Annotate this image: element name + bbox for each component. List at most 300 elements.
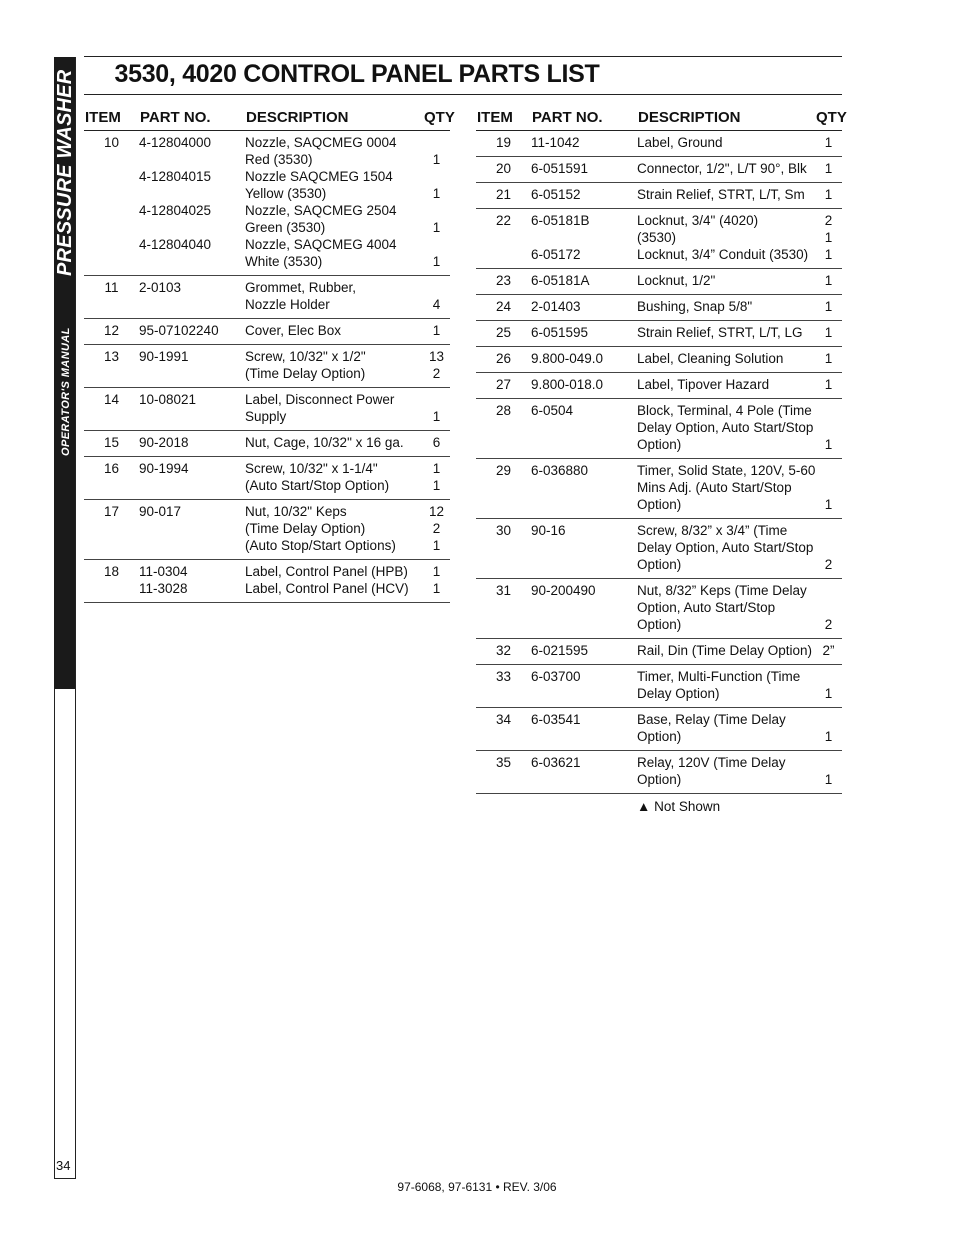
cell-desc-line: Red (3530) — [245, 152, 313, 167]
cell-desc-line: Delay Option, Auto Start/Stop — [637, 540, 814, 555]
cell-desc-line: Label, Control Panel (HCV) — [245, 581, 409, 596]
cell-qty-line: 6 — [432, 435, 441, 450]
cell-desc-line: Option) — [637, 437, 682, 452]
cell-desc — [637, 402, 815, 453]
cell-desc-line: Rail, Din (Time Delay Option) — [637, 643, 813, 658]
cell-desc-line: Label, Disconnect Power — [245, 392, 395, 407]
cell-qty-line: 1 — [824, 377, 833, 392]
cell-desc-line: Option) — [637, 557, 682, 572]
cell-qty — [815, 376, 842, 393]
cell-part — [139, 563, 245, 597]
header-part: PART NO. — [532, 109, 603, 126]
cell-part-line: 6-05152 — [531, 187, 581, 202]
table-body — [84, 131, 450, 603]
cell-desc-line: Nozzle Holder — [245, 297, 330, 312]
cell-desc — [245, 279, 423, 313]
table-row — [476, 459, 842, 519]
cell-part-line — [531, 599, 637, 616]
cell-desc — [637, 668, 815, 702]
cell-qty — [423, 503, 450, 554]
cell-desc — [245, 391, 423, 425]
cell-desc-line: Label, Tipover Hazard — [637, 377, 770, 392]
cell-qty-line — [815, 582, 842, 599]
cell-qty-line — [815, 754, 842, 771]
cell-item: 13 — [103, 349, 120, 364]
cell-qty-line: 2 — [824, 617, 833, 632]
cell-qty-line: 1 — [432, 538, 441, 553]
cell-qty-line — [815, 402, 842, 419]
cell-desc-line: Nut, Cage, 10/32" x 16 ga. — [245, 435, 404, 450]
cell-part — [139, 434, 245, 451]
cell-part — [531, 642, 637, 659]
cell-desc-line: Cover, Elec Box — [245, 323, 342, 338]
cell-desc-line: Mins Adj. (Auto Start/Stop — [637, 480, 792, 495]
cell-part-line: 6-021595 — [531, 643, 589, 658]
cell-part-line: 90-017 — [139, 504, 182, 519]
cell-part-line: 2-0103 — [139, 280, 182, 295]
cell-qty — [815, 134, 842, 151]
cell-qty-line — [815, 462, 842, 479]
cell-desc-line: Option) — [637, 729, 682, 744]
cell-part — [139, 460, 245, 494]
cell-desc-line: Base, Relay (Time Delay — [637, 712, 786, 727]
cell-qty-line — [815, 539, 842, 556]
cell-qty-line: 1 — [432, 323, 441, 338]
table-row — [476, 519, 842, 579]
cell-qty-line — [815, 668, 842, 685]
cell-desc-line: (Time Delay Option) — [245, 366, 366, 381]
cell-desc-line: Option) — [637, 617, 682, 632]
cell-qty-line: 1 — [432, 152, 441, 167]
sidebar-left-rule — [54, 689, 55, 1179]
cell-item: 19 — [495, 135, 512, 150]
cell-qty-line: 1 — [824, 273, 833, 288]
cell-qty-line — [423, 391, 450, 408]
header-desc: DESCRIPTION — [638, 109, 741, 126]
sidebar-title: PRESSURE WASHER — [54, 69, 76, 276]
cell-qty — [815, 350, 842, 367]
cell-desc-line: Option, Auto Start/Stop — [637, 600, 776, 615]
cell-qty — [423, 134, 450, 270]
table-row — [84, 345, 450, 388]
cell-desc — [637, 186, 815, 203]
cell-part-line: 90-1994 — [139, 461, 189, 476]
table-row — [84, 388, 450, 431]
cell-desc — [245, 503, 423, 554]
cell-item: 27 — [495, 377, 512, 392]
cell-part-line — [139, 537, 245, 554]
cell-desc — [637, 376, 815, 393]
cell-qty-line — [423, 236, 450, 253]
table-row — [476, 157, 842, 183]
cell-item: 14 — [103, 392, 120, 407]
cell-item: 35 — [495, 755, 512, 770]
cell-qty-line: 12 — [428, 504, 445, 519]
cell-qty-line — [423, 202, 450, 219]
cell-part — [531, 376, 637, 393]
cell-qty-line: 1 — [824, 230, 833, 245]
cell-part-line — [139, 520, 245, 537]
cell-part-line: 6-051591 — [531, 161, 589, 176]
cell-part — [531, 272, 637, 289]
cell-part — [139, 322, 245, 339]
cell-part-line: 6-05181B — [531, 213, 590, 228]
cell-desc-line: Locknut, 3/4” Conduit (3530) — [637, 247, 809, 262]
cell-desc-line: Screw, 10/32" x 1-1/4" — [245, 461, 378, 476]
cell-part-line: 10-08021 — [139, 392, 197, 407]
table-row — [476, 269, 842, 295]
cell-desc — [637, 212, 815, 263]
cell-part-line: 6-03541 — [531, 712, 581, 727]
cell-part-line: 90-200490 — [531, 583, 596, 598]
cell-desc — [245, 134, 423, 270]
cell-part-line — [531, 539, 637, 556]
cell-part-line — [139, 219, 245, 236]
cell-item: 29 — [495, 463, 512, 478]
cell-desc-line: Block, Terminal, 4 Pole (Time — [637, 403, 812, 418]
cell-desc-line: Option) — [637, 497, 682, 512]
cell-part — [139, 134, 245, 270]
cell-qty-line — [815, 711, 842, 728]
header-item: ITEM — [85, 109, 121, 126]
cell-qty — [815, 642, 842, 659]
cell-qty — [815, 582, 842, 633]
table-header — [84, 106, 455, 131]
table-row — [476, 131, 842, 157]
cell-qty-line: 2 — [824, 213, 833, 228]
cell-qty-line: 1 — [432, 409, 441, 424]
cell-qty-line: 2 — [432, 366, 441, 381]
cell-part — [531, 324, 637, 341]
cell-desc — [637, 350, 815, 367]
cell-item: 34 — [495, 712, 512, 727]
cell-part-line: 6-051595 — [531, 325, 589, 340]
cell-qty-line: 4 — [432, 297, 441, 312]
cell-qty-line: 1 — [432, 186, 441, 201]
cell-item: 25 — [495, 325, 512, 340]
table-row — [476, 665, 842, 708]
cell-part-line — [139, 365, 245, 382]
cell-qty — [815, 212, 842, 263]
cell-desc — [245, 563, 423, 597]
table-row — [84, 131, 450, 276]
cell-desc — [245, 322, 423, 339]
cell-desc-line: Delay Option, Auto Start/Stop — [637, 420, 814, 435]
table-row — [84, 457, 450, 500]
cell-qty — [815, 711, 842, 745]
cell-part — [531, 186, 637, 203]
cell-desc — [637, 272, 815, 289]
cell-qty — [815, 324, 842, 341]
cell-qty — [815, 298, 842, 315]
cell-item: 10 — [103, 135, 120, 150]
cell-part-line — [531, 496, 637, 513]
cell-desc-line: (Auto Stop/Start Options) — [245, 538, 396, 553]
sidebar-subtitle: OPERATOR'S MANUAL — [60, 327, 72, 456]
cell-part-line — [139, 185, 245, 202]
cell-item: 26 — [495, 351, 512, 366]
cell-qty-line: 1 — [432, 564, 441, 579]
cell-part — [531, 711, 637, 745]
cell-qty — [815, 668, 842, 702]
cell-desc-line: Supply — [245, 409, 287, 424]
table-row — [476, 295, 842, 321]
sidebar-bottom-rule — [54, 1178, 76, 1179]
cell-part-line: 11-3028 — [139, 581, 188, 596]
cell-qty-line: 1 — [824, 299, 833, 314]
cell-qty-line: 1 — [432, 254, 441, 269]
cell-desc-line: (Auto Start/Stop Option) — [245, 478, 390, 493]
cell-part-line: 9.800-018.0 — [531, 377, 604, 392]
cell-desc-line: Timer, Solid State, 120V, 5-60 — [637, 463, 816, 478]
cell-part-line: 6-05172 — [531, 247, 581, 262]
cell-qty-line — [423, 279, 450, 296]
cell-part — [531, 350, 637, 367]
cell-qty-line — [815, 599, 842, 616]
header-desc: DESCRIPTION — [246, 109, 349, 126]
table-row — [476, 183, 842, 209]
cell-qty — [423, 460, 450, 494]
cell-part-line — [531, 685, 637, 702]
cell-qty-line: 1 — [824, 135, 833, 150]
cell-part-line: 95-07102240 — [139, 323, 219, 338]
cell-desc-line: Locknut, 3/4" (4020) — [637, 213, 759, 228]
cell-desc — [637, 582, 815, 633]
cell-part — [139, 279, 245, 313]
cell-part — [531, 462, 637, 513]
table-row — [476, 639, 842, 665]
cell-item: 16 — [103, 461, 120, 476]
cell-part — [531, 522, 637, 573]
cell-desc — [637, 134, 815, 151]
cell-qty-line: 2” — [822, 643, 835, 658]
cell-item: 23 — [495, 273, 512, 288]
cell-qty-line — [815, 479, 842, 496]
cell-qty-line: 1 — [824, 729, 833, 744]
table-row — [476, 579, 842, 639]
cell-item: 18 — [103, 564, 120, 579]
cell-qty — [423, 322, 450, 339]
cell-qty-line: 1 — [824, 772, 833, 787]
cell-item: 15 — [103, 435, 120, 450]
footer-revision: 97-6068, 97-6131 • REV. 3/06 — [397, 1180, 557, 1194]
cell-qty-line: 1 — [824, 325, 833, 340]
cell-desc-line: Bushing, Snap 5/8" — [637, 299, 753, 314]
cell-part-line: 6-05181A — [531, 273, 590, 288]
cell-desc-line: Screw, 10/32" x 1/2" — [245, 349, 366, 364]
cell-qty-line: 1 — [824, 351, 833, 366]
cell-desc-line: Yellow (3530) — [245, 186, 327, 201]
cell-part-line: 6-036880 — [531, 463, 589, 478]
cell-part-line — [531, 728, 637, 745]
cell-desc — [637, 298, 815, 315]
cell-item: 17 — [103, 504, 120, 519]
cell-part-line: 6-03621 — [531, 755, 581, 770]
cell-part — [531, 212, 637, 263]
cell-part-line: 9.800-049.0 — [531, 351, 604, 366]
cell-qty — [423, 348, 450, 382]
cell-desc — [637, 711, 815, 745]
cell-part-line: 4-12804025 — [139, 203, 212, 218]
header-part: PART NO. — [140, 109, 211, 126]
cell-desc — [637, 522, 815, 573]
cell-desc — [637, 462, 815, 513]
cell-desc-line: Strain Relief, STRT, L/T, LG — [637, 325, 803, 340]
cell-desc — [245, 348, 423, 382]
cell-desc-line: Locknut, 1/2" — [637, 273, 716, 288]
cell-qty-line: 1 — [432, 220, 441, 235]
cell-item: 20 — [495, 161, 512, 176]
cell-part-line: 4-12804000 — [139, 135, 212, 150]
cell-desc-line: Nut, 10/32" Keps — [245, 504, 347, 519]
cell-qty — [815, 272, 842, 289]
cell-qty — [423, 391, 450, 425]
cell-desc-line: Nozzle, SAQCMEG 2504 — [245, 203, 397, 218]
cell-qty-line: 1 — [824, 187, 833, 202]
cell-part-line — [531, 556, 637, 573]
cell-desc-line: Nut, 8/32” Keps (Time Delay — [637, 583, 807, 598]
page-title: 3530, 4020 CONTROL PANEL PARTS LIST — [114, 60, 600, 88]
cell-item: 28 — [495, 403, 512, 418]
cell-qty-line: 1 — [824, 161, 833, 176]
cell-desc-line: Green (3530) — [245, 220, 326, 235]
parts-table-right — [476, 106, 847, 815]
cell-qty-line — [815, 419, 842, 436]
cell-qty — [423, 434, 450, 451]
table-row — [84, 276, 450, 319]
table-body — [476, 131, 842, 794]
cell-qty — [815, 522, 842, 573]
cell-qty-line: 2 — [824, 557, 833, 572]
cell-part — [139, 391, 245, 425]
cell-desc-line: Relay, 120V (Time Delay — [637, 755, 786, 770]
cell-part-line — [531, 436, 637, 453]
cell-qty-line: 1 — [432, 581, 441, 596]
cell-part-line — [139, 296, 245, 313]
cell-item: 21 — [495, 187, 512, 202]
cell-qty-line — [815, 522, 842, 539]
cell-qty-line: 2 — [432, 521, 441, 536]
cell-item: 24 — [495, 299, 512, 314]
cell-qty — [815, 160, 842, 177]
cell-desc-line: Nozzle, SAQCMEG 0004 — [245, 135, 397, 150]
cell-part-line: 6-0504 — [531, 403, 574, 418]
cell-desc — [245, 434, 423, 451]
cell-part-line — [139, 477, 245, 494]
cell-desc — [637, 160, 815, 177]
header-item: ITEM — [477, 109, 513, 126]
cell-item: 31 — [495, 583, 512, 598]
header-qty: QTY — [816, 109, 847, 126]
cell-part-line — [531, 479, 637, 496]
cell-qty-line — [423, 168, 450, 185]
cell-part — [531, 582, 637, 633]
cell-part-line: 4-12804015 — [139, 169, 212, 184]
cell-qty-line: 1 — [432, 461, 441, 476]
cell-desc-line: Label, Ground — [637, 135, 723, 150]
cell-desc — [637, 754, 815, 788]
cell-part-line: 90-2018 — [139, 435, 189, 450]
cell-part-line: 90-1991 — [139, 349, 189, 364]
cell-desc-line: Grommet, Rubber, — [245, 280, 357, 295]
table-row — [476, 347, 842, 373]
cell-part — [531, 754, 637, 788]
cell-qty-line: 13 — [428, 349, 445, 364]
table-row — [84, 560, 450, 603]
cell-part-line: 11-1042 — [531, 135, 580, 150]
cell-part-line — [139, 408, 245, 425]
cell-part-line: 4-12804040 — [139, 237, 212, 252]
header-qty: QTY — [424, 109, 455, 126]
table-row — [84, 319, 450, 345]
cell-desc-line: Screw, 8/32” x 3/4” (Time — [637, 523, 788, 538]
cell-part-line: 2-01403 — [531, 299, 581, 314]
cell-part-line — [531, 419, 637, 436]
cell-part-line — [139, 151, 245, 168]
cell-qty-line: 1 — [432, 478, 441, 493]
cell-qty — [815, 462, 842, 513]
cell-part — [531, 298, 637, 315]
table-row — [476, 373, 842, 399]
cell-part — [139, 348, 245, 382]
cell-desc — [637, 642, 815, 659]
parts-table-left — [84, 106, 455, 603]
table-row — [476, 708, 842, 751]
cell-desc — [637, 324, 815, 341]
cell-qty — [815, 402, 842, 453]
cell-part-line: 90-16 — [531, 523, 566, 538]
table-row — [476, 209, 842, 269]
cell-item: 22 — [495, 213, 512, 228]
table-row — [476, 751, 842, 794]
cell-qty-line: 1 — [824, 686, 833, 701]
cell-part — [531, 134, 637, 151]
cell-desc-line: White (3530) — [245, 254, 323, 269]
table-row — [84, 500, 450, 560]
cell-qty-line: 1 — [824, 497, 833, 512]
cell-part-line — [139, 253, 245, 270]
cell-qty — [423, 563, 450, 597]
table-row — [84, 431, 450, 457]
cell-part — [531, 402, 637, 453]
cell-qty-line: 1 — [824, 437, 833, 452]
title-top-rule — [84, 56, 842, 57]
cell-desc-line: Nozzle, SAQCMEG 4004 — [245, 237, 397, 252]
cell-desc-line: Connector, 1/2", L/T 90°, Blk — [637, 161, 807, 176]
cell-part-line — [531, 771, 637, 788]
cell-part-line: 6-03700 — [531, 669, 581, 684]
cell-part — [531, 160, 637, 177]
cell-desc-line: (3530) — [637, 230, 677, 245]
cell-desc-line: Option) — [637, 772, 682, 787]
cell-desc-line: Strain Relief, STRT, L/T, Sm — [637, 187, 805, 202]
cell-desc-line: Label, Control Panel (HPB) — [245, 564, 408, 579]
cell-qty-line: 1 — [824, 247, 833, 262]
cell-desc — [245, 460, 423, 494]
cell-desc-line: Label, Cleaning Solution — [637, 351, 784, 366]
cell-desc-line: Timer, Multi-Function (Time — [637, 669, 801, 684]
cell-qty-line — [423, 134, 450, 151]
cell-item: 30 — [495, 523, 512, 538]
cell-part-line: 11-0304 — [139, 564, 188, 579]
cell-desc-line: Nozzle SAQCMEG 1504 — [245, 169, 393, 184]
table-row — [476, 321, 842, 347]
cell-item: 32 — [495, 643, 512, 658]
cell-qty — [815, 754, 842, 788]
cell-desc-line: Delay Option) — [637, 686, 720, 701]
cell-item: 33 — [495, 669, 512, 684]
cell-part-line — [531, 229, 637, 246]
